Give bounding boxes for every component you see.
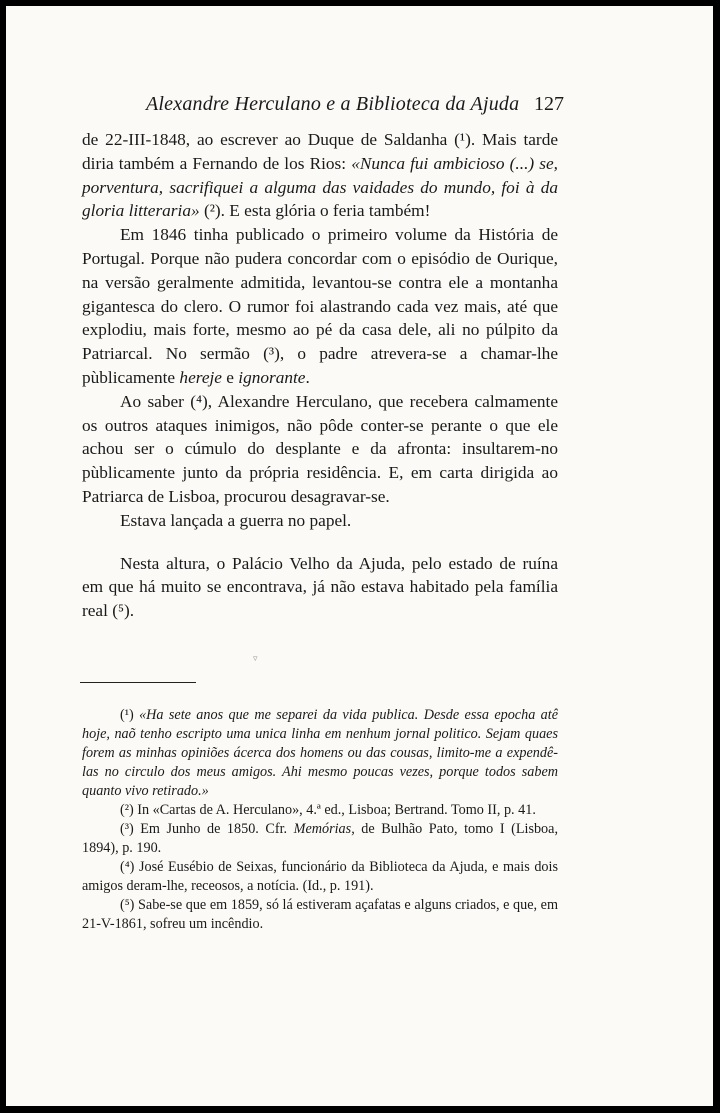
footnote-text: (¹) [120, 707, 140, 723]
footnote-italic: Memórias [293, 821, 352, 837]
paragraph [82, 223, 558, 390]
paragraph [82, 509, 558, 533]
body-text [82, 128, 558, 623]
footnote-text: (³) Em Junho de 1850. Cfr. [120, 821, 294, 837]
book-page [6, 6, 713, 1106]
paragraph-italic: hereje [179, 367, 222, 387]
footnote-text: , de Bulhão Pato, tomo I (Lisboa, 1894), p. 190. [82, 821, 558, 856]
paragraph-text: Nesta altura, o Palácio Velho da Ajuda, pelo estado de ruína em que há muito se encontrava, já não estava habitado pela família real (⁵). [82, 553, 558, 621]
footnote [82, 896, 558, 934]
paragraph-italic: ignorante [238, 367, 306, 387]
paragraph-text: de 22-III-1848, ao escrever ao Duque de Saldanha (¹). Mais tarde diria também a Fernando de los Rios: [82, 130, 558, 173]
paragraph-italic: «Nunca fui ambicioso (...) se, porventura, sacrifiquei a alguma das vaidades do mundo, foi à da gloria litteraria» [82, 153, 558, 221]
paragraph-text: . [305, 367, 310, 387]
paragraph-text: Ao saber (⁴), Alexandre Herculano, que recebera calmamente os outros ataques inimigos, não pôde conter-se perante o que ele achou ser o cúmulo do desplante e da afronta: insultarem-no pùblicamente junto da própria residência. E, em carta dirigida ao Patriarca de Lisboa, procurou desagravar-se. [82, 391, 558, 506]
paragraph [82, 390, 558, 509]
footnote-separator [80, 682, 196, 683]
page-number: 127 [534, 93, 564, 115]
footnote-italic: «Ha sete anos que me separei da vida publica. Desde essa epocha atê hoje, naõ tenho escripto uma unica linha em nenhum jornal politico. Sejam quaes forem as minhas opiniões ácerca dos homens ou das cousas, limito-me a expendê-las no circulo dos meus amigos. Ahi mesmo poucas vezes, porque todos sabem quanto vivo retirado.» [82, 707, 559, 799]
printer-mark: ▿ [253, 653, 258, 663]
paragraph-text: Estava lançada a guerra no papel. [120, 510, 352, 530]
paragraph-text: Em 1846 tinha publicado o primeiro volume da História de Portugal. Porque não pudera concordar com o episódio de Ourique, na versão geralmente admitida, levantou-se contra ele a montanha gigantesca do clero. O rumor foi alastrando cada vez mais, até que explodiu, mais forte, mesmo ao pé da casa dele, ali no púlpito da Patriarcal. No sermão (³), o padre atrevera-se a chamar-lhe pùblicamente [82, 225, 558, 387]
running-head-title: Alexandre Herculano e a Biblioteca da Ajuda [146, 93, 520, 115]
footnotes [82, 706, 558, 934]
paragraph [82, 552, 558, 623]
footnote-text: (²) In «Cartas de A. Herculano», 4.ª ed., Lisboa; Bertrand. Tomo II, p. 41. [120, 802, 536, 818]
footnote-text: (⁵) Sabe-se que em 1859, só lá estiveram açafatas e alguns criados, e que, em 21-V-1861, sofreu um incêndio. [82, 897, 558, 932]
footnote [82, 858, 558, 896]
paragraph [82, 128, 558, 223]
footnote-text: (⁴) José Eusébio de Seixas, funcionário da Biblioteca da Ajuda, e mais dois amigos deram-lhe, receosos, a notícia. (Id., p. 191). [82, 859, 558, 894]
paragraph-text: e [221, 367, 239, 387]
footnote [82, 820, 558, 858]
footnote [82, 801, 558, 820]
running-head [146, 92, 564, 116]
paragraph-text: (²). E esta glória o feria também! [199, 201, 431, 221]
footnote [82, 706, 558, 801]
